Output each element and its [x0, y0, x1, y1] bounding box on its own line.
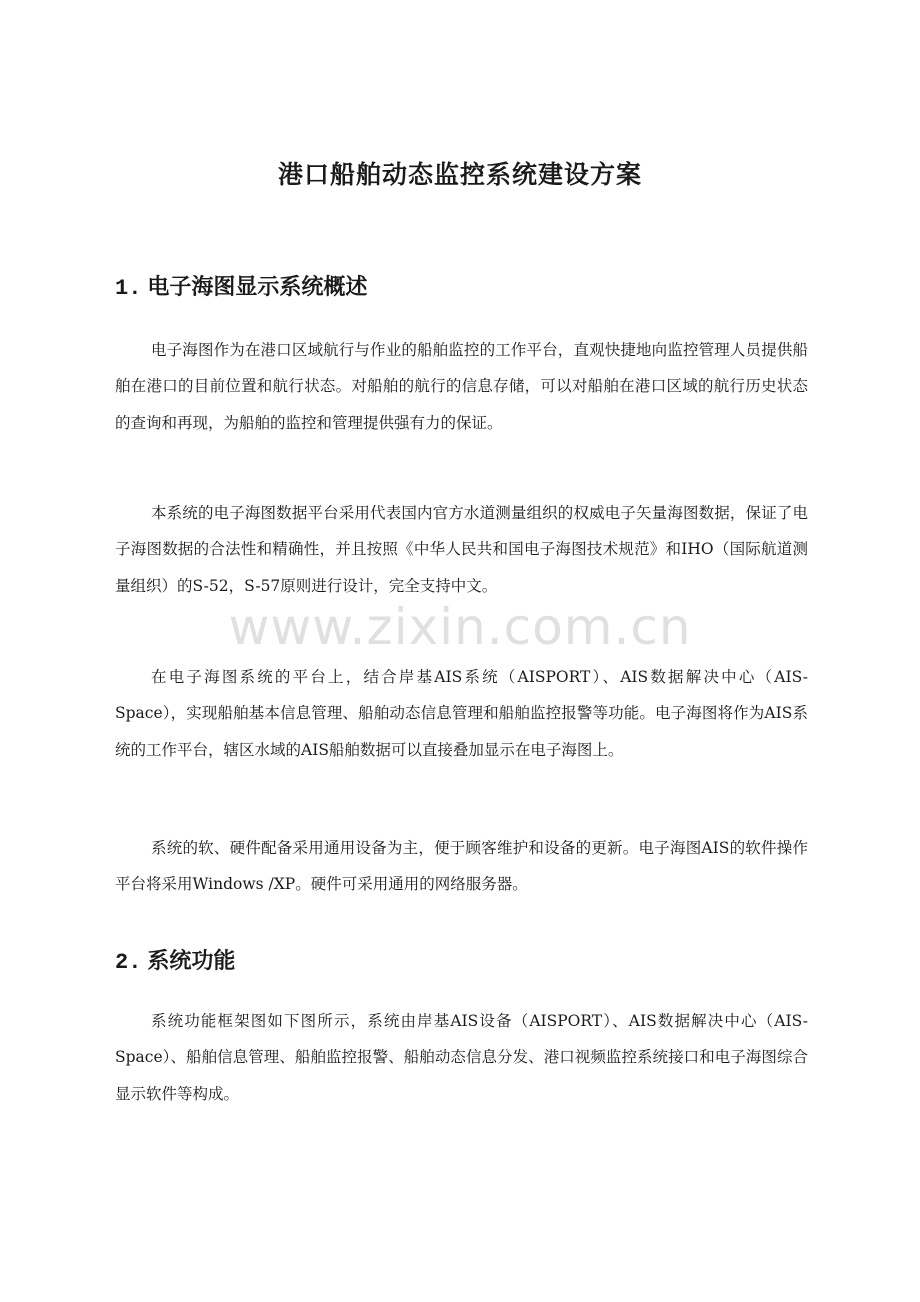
section-heading-1: [115, 270, 367, 301]
watermark-text: www.zixin.com.cn: [228, 598, 692, 656]
section-title-2: 系统功能: [147, 948, 236, 974]
document-title: 港口船舶动态监控系统建设方案: [277, 160, 642, 189]
section-number-2: 2.: [115, 950, 142, 975]
section-1-paragraph-3: 在电子海图系统的平台上，结合岸基AIS系统（AISPORT）、AIS数据解决中心（AIS-Space），实现船舶基本信息管理、船舶动态信息管理和船舶监控报警等功能。电子海图将作为AIS系统的工作平台，辖区水域的AIS船舶数据可以直接叠加显示在电子海图上。: [115, 668, 808, 759]
section-1-paragraph-1: 电子海图作为在港口区域航行与作业的船舶监控的工作平台，直观快捷地向监控管理人员提供船舶在港口的目前位置和航行状态。对船舶的航行的信息存储，可以对船舶在港口区域的航行历史状态的查询和再现，为船舶的监控和管理提供强有力的保证。: [115, 341, 808, 432]
section-2-paragraph-1: 系统功能框架图如下图所示，系统由岸基AIS设备（AISPORT）、AIS数据解决中心（AIS-Space）、船舶信息管理、船舶监控报警、船舶动态信息分发、港口视频监控系统接口和电子海图综合显示软件等构成。: [115, 1012, 808, 1103]
section-heading-2: [115, 944, 235, 975]
section-1-paragraph-4: 系统的软、硬件配备采用通用设备为主，便于顾客维护和设备的更新。电子海图AIS的软件操作平台将采用Windows /XP。硬件可采用通用的网络服务器。: [115, 839, 808, 894]
section-number-1: 1.: [115, 276, 142, 301]
section-title-1: 电子海图显示系统概述: [147, 274, 368, 300]
section-1-paragraph-2: 本系统的电子海图数据平台采用代表国内官方水道测量组织的权威电子矢量海图数据，保证了电子海图数据的合法性和精确性，并且按照《中华人民共和国电子海图技术规范》和IHO（国际航道测量组织）的S-52，S-57原则进行设计，完全支持中文。: [115, 504, 808, 595]
